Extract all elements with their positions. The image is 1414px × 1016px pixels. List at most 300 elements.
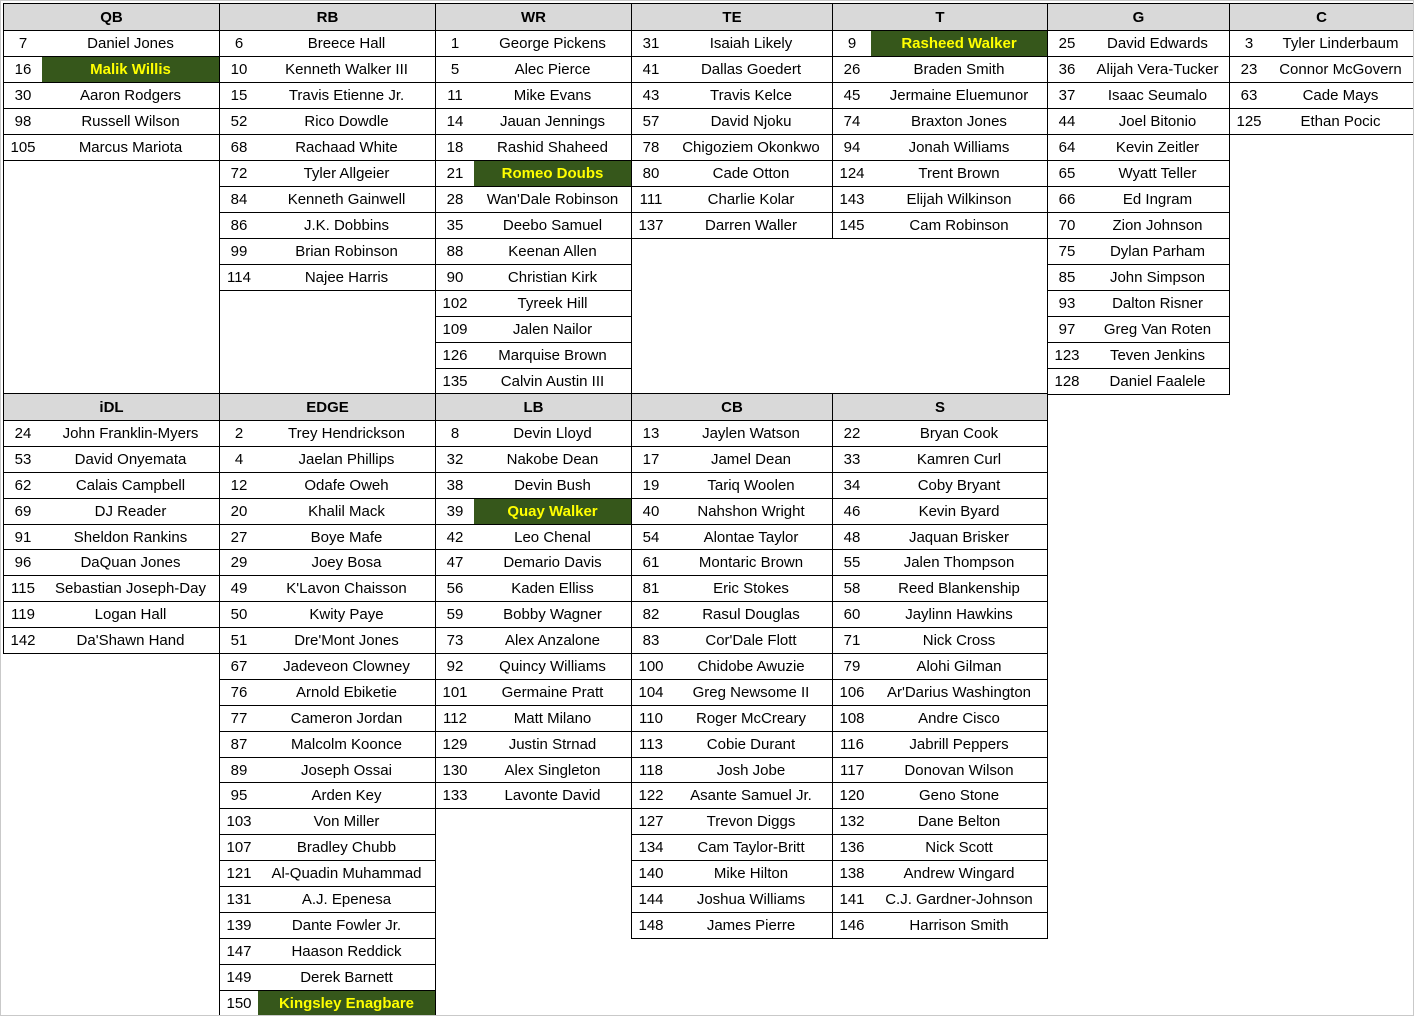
position-header[interactable]: CB — [632, 394, 832, 421]
player-number-cell[interactable]: 41 — [642, 61, 660, 78]
player-name-cell[interactable]: Khalil Mack — [308, 502, 385, 520]
player-name-cell[interactable]: Nick Scott — [925, 839, 993, 857]
player-number-cell[interactable]: 141 — [839, 890, 865, 908]
player-name-cell[interactable]: Rasul Douglas — [702, 606, 800, 624]
player-name-cell[interactable]: DaQuan Jones — [80, 554, 181, 572]
player-name-cell[interactable]: Ar'Darius Washington — [886, 683, 1032, 701]
player-name-cell[interactable]: Trey Hendrickson — [288, 424, 405, 442]
player-name-cell[interactable]: Aaron Rodgers — [80, 87, 181, 104]
player-name-cell[interactable]: Calais Campbell — [75, 476, 186, 494]
player-number-cell[interactable]: 36 — [1058, 61, 1076, 78]
player-number-cell[interactable]: 145 — [839, 217, 865, 234]
player-number-cell[interactable]: 16 — [14, 61, 32, 78]
player-number-cell[interactable]: 6 — [234, 35, 244, 52]
player-number-cell[interactable]: 150 — [226, 994, 252, 1012]
player-number-cell[interactable]: 108 — [839, 709, 865, 727]
player-name-cell[interactable]: Tyler Linderbaum — [1282, 35, 1399, 52]
player-name-cell[interactable]: Ed Ingram — [1122, 191, 1193, 208]
player-number-cell[interactable]: 1 — [450, 35, 460, 52]
player-name-cell[interactable]: Darren Waller — [705, 217, 797, 234]
player-number-cell[interactable]: 140 — [638, 865, 664, 883]
player-number-cell[interactable]: 32 — [446, 450, 464, 468]
player-number-cell[interactable]: 112 — [443, 709, 467, 727]
player-number-cell[interactable]: 20 — [230, 502, 248, 520]
player-name-cell[interactable]: Geno Stone — [918, 787, 1000, 805]
player-number-cell[interactable]: 80 — [642, 165, 660, 182]
player-number-cell[interactable]: 66 — [1058, 191, 1076, 208]
player-name-cell[interactable]: Odafe Oweh — [304, 476, 389, 494]
player-number-cell[interactable]: 49 — [230, 580, 248, 598]
player-name-cell[interactable]: Justin Strnad — [508, 735, 597, 753]
player-name-cell[interactable]: Mike Hilton — [713, 865, 789, 883]
player-number-cell[interactable]: 76 — [230, 683, 248, 701]
player-name-cell[interactable]: Lavonte David — [504, 787, 601, 805]
player-name-cell[interactable]: Rashid Shaheed — [497, 139, 608, 156]
player-number-cell[interactable]: 72 — [230, 165, 248, 182]
player-number-cell[interactable]: 123 — [1054, 347, 1080, 364]
player-number-cell[interactable]: 117 — [840, 761, 864, 779]
player-number-cell[interactable]: 87 — [230, 735, 248, 753]
player-number-cell[interactable]: 105 — [10, 139, 36, 156]
player-name-cell[interactable]: Nick Cross — [922, 632, 996, 650]
player-name-cell[interactable]: Jermaine Eluemunor — [889, 87, 1029, 104]
player-number-cell[interactable]: 15 — [230, 87, 248, 104]
player-name-cell[interactable]: David Njoku — [710, 113, 792, 130]
position-header[interactable]: QB — [4, 4, 219, 31]
player-name-cell[interactable]: Logan Hall — [94, 606, 167, 624]
player-name-cell[interactable]: DJ Reader — [94, 502, 167, 520]
player-number-cell[interactable]: 68 — [230, 139, 248, 156]
player-name-cell[interactable]: Kevin Zeitler — [1115, 139, 1200, 156]
player-number-cell[interactable]: 82 — [642, 606, 660, 624]
player-number-cell[interactable]: 134 — [638, 839, 664, 857]
player-name-cell[interactable]: Dylan Parham — [1109, 243, 1206, 260]
position-header[interactable]: iDL — [4, 394, 219, 421]
player-name-cell[interactable]: Jaylinn Hawkins — [905, 606, 1013, 624]
player-name-cell[interactable]: Russell Wilson — [81, 113, 180, 130]
player-name-cell[interactable]: Joey Bosa — [311, 554, 382, 572]
position-header[interactable]: S — [833, 394, 1047, 421]
player-name-cell[interactable]: Zion Johnson — [1112, 217, 1203, 234]
player-number-cell[interactable]: 31 — [642, 35, 660, 52]
player-name-cell[interactable]: Nakobe Dean — [506, 450, 599, 468]
player-name-cell[interactable]: Kenneth Walker III — [285, 61, 408, 78]
player-name-cell[interactable]: Bradley Chubb — [296, 839, 397, 857]
player-name-cell[interactable]: Haason Reddick — [291, 942, 402, 960]
player-number-cell[interactable]: 58 — [843, 580, 861, 598]
player-number-cell[interactable]: 65 — [1058, 165, 1076, 182]
player-name-cell[interactable]: Jabrill Peppers — [909, 735, 1009, 753]
player-name-cell[interactable]: Leo Chenal — [514, 528, 591, 546]
player-name-cell[interactable]: C.J. Gardner-Johnson — [885, 890, 1033, 908]
player-number-cell[interactable]: 119 — [11, 606, 35, 624]
player-name-cell[interactable]: Alontae Taylor — [703, 528, 799, 546]
player-name-cell[interactable]: Donovan Wilson — [904, 761, 1014, 779]
player-number-cell[interactable]: 3 — [1244, 35, 1254, 52]
player-number-cell[interactable]: 79 — [843, 657, 861, 675]
player-number-cell[interactable]: 131 — [226, 890, 252, 908]
player-name-cell[interactable]: Travis Etienne Jr. — [288, 87, 405, 104]
player-name-cell[interactable]: John Franklin-Myers — [62, 424, 199, 442]
player-name-cell[interactable]: Chigoziem Okonkwo — [682, 139, 820, 156]
player-number-cell[interactable]: 51 — [230, 632, 248, 650]
player-number-cell[interactable]: 96 — [14, 554, 32, 572]
player-name-cell[interactable]: Bryan Cook — [919, 424, 999, 442]
player-number-cell[interactable]: 69 — [14, 502, 32, 520]
player-name-cell[interactable]: Greg Newsome II — [692, 683, 810, 701]
player-name-cell[interactable]: Nahshon Wright — [697, 502, 805, 520]
player-number-cell[interactable]: 55 — [843, 554, 861, 572]
player-name-cell-highlighted[interactable]: Romeo Doubs — [474, 161, 631, 186]
player-number-cell[interactable]: 81 — [642, 580, 660, 598]
player-name-cell[interactable]: Rico Dowdle — [304, 113, 389, 130]
player-name-cell[interactable]: Trent Brown — [918, 165, 1000, 182]
player-name-cell[interactable]: Trevon Diggs — [706, 813, 796, 831]
player-name-cell-highlighted[interactable]: Quay Walker — [474, 499, 631, 524]
position-header[interactable]: WR — [436, 4, 631, 31]
player-number-cell[interactable]: 97 — [1058, 321, 1076, 338]
player-number-cell[interactable]: 2 — [234, 424, 244, 442]
player-name-cell[interactable]: J.K. Dobbins — [303, 217, 390, 234]
player-name-cell[interactable]: James Pierre — [706, 916, 796, 934]
player-number-cell[interactable]: 60 — [843, 606, 861, 624]
player-name-cell[interactable]: Joshua Williams — [696, 890, 806, 908]
player-number-cell[interactable]: 143 — [839, 191, 865, 208]
player-name-cell[interactable]: David Onyemata — [74, 450, 187, 468]
position-header[interactable]: RB — [220, 4, 435, 31]
player-name-cell[interactable]: Matt Milano — [513, 709, 592, 727]
player-number-cell[interactable]: 29 — [230, 554, 248, 572]
player-name-cell[interactable]: Cobie Durant — [706, 735, 796, 753]
player-number-cell[interactable]: 70 — [1058, 217, 1076, 234]
player-number-cell[interactable]: 27 — [230, 528, 248, 546]
player-number-cell[interactable]: 7 — [18, 35, 28, 52]
player-number-cell[interactable]: 13 — [642, 424, 660, 442]
player-number-cell[interactable]: 127 — [638, 813, 664, 831]
player-name-cell[interactable]: Malcolm Koonce — [291, 735, 402, 753]
player-number-cell[interactable]: 30 — [14, 87, 32, 104]
player-number-cell[interactable]: 93 — [1058, 295, 1076, 312]
player-number-cell[interactable]: 147 — [226, 942, 252, 960]
player-number-cell[interactable]: 104 — [638, 683, 664, 701]
player-number-cell[interactable]: 136 — [839, 839, 865, 857]
player-name-cell[interactable]: Jaelan Phillips — [298, 450, 395, 468]
player-number-cell[interactable]: 47 — [446, 554, 464, 572]
player-name-cell[interactable]: Jalen Thompson — [903, 554, 1015, 572]
player-name-cell[interactable]: Ethan Pocic — [1300, 113, 1381, 130]
player-name-cell[interactable]: Jamel Dean — [710, 450, 792, 468]
player-number-cell[interactable]: 113 — [639, 735, 663, 753]
player-number-cell[interactable]: 90 — [446, 269, 464, 286]
player-name-cell[interactable]: Kwity Paye — [309, 606, 384, 624]
player-number-cell[interactable]: 53 — [14, 450, 32, 468]
player-name-cell[interactable]: Boye Mafe — [310, 528, 383, 546]
player-number-cell[interactable]: 135 — [442, 373, 468, 390]
position-header[interactable]: C — [1230, 4, 1413, 31]
player-name-cell[interactable]: Isaiah Likely — [709, 35, 793, 52]
player-number-cell[interactable]: 18 — [446, 139, 464, 156]
player-number-cell[interactable]: 17 — [642, 450, 660, 468]
player-number-cell[interactable]: 109 — [442, 321, 468, 338]
player-name-cell[interactable]: Cam Taylor-Britt — [697, 839, 805, 857]
player-name-cell[interactable]: Andre Cisco — [918, 709, 1000, 727]
position-header[interactable]: LB — [436, 394, 631, 421]
player-name-cell[interactable]: Dallas Goedert — [700, 61, 802, 78]
player-number-cell[interactable]: 11 — [447, 87, 463, 104]
player-number-cell[interactable]: 110 — [639, 709, 663, 727]
player-name-cell[interactable]: Dre'Mont Jones — [294, 632, 399, 650]
player-number-cell[interactable]: 22 — [843, 424, 861, 442]
player-number-cell[interactable]: 77 — [230, 709, 248, 727]
player-number-cell[interactable]: 73 — [446, 632, 464, 650]
player-number-cell[interactable]: 57 — [642, 113, 660, 130]
player-number-cell[interactable]: 44 — [1058, 113, 1076, 130]
player-name-cell[interactable]: Germaine Pratt — [501, 683, 604, 701]
player-number-cell[interactable]: 34 — [843, 476, 861, 494]
player-number-cell[interactable]: 40 — [642, 502, 660, 520]
player-name-cell[interactable]: Asante Samuel Jr. — [690, 787, 812, 805]
player-name-cell[interactable]: Chidobe Awuzie — [697, 657, 805, 675]
player-number-cell[interactable]: 26 — [843, 61, 861, 78]
player-name-cell[interactable]: David Edwards — [1107, 35, 1208, 52]
player-name-cell[interactable]: Keenan Allen — [508, 243, 597, 260]
player-name-cell[interactable]: Jaylen Watson — [702, 424, 800, 442]
player-number-cell[interactable]: 54 — [642, 528, 660, 546]
player-name-cell[interactable]: Arnold Ebiketie — [296, 683, 397, 701]
player-number-cell[interactable]: 121 — [226, 865, 252, 883]
player-name-cell[interactable]: Derek Barnett — [300, 968, 393, 986]
player-number-cell[interactable]: 38 — [446, 476, 464, 494]
player-number-cell[interactable]: 148 — [638, 916, 664, 934]
player-number-cell[interactable]: 106 — [839, 683, 865, 701]
player-number-cell[interactable]: 98 — [14, 113, 32, 130]
player-name-cell[interactable]: Quincy Williams — [499, 657, 606, 675]
player-number-cell[interactable]: 25 — [1058, 35, 1076, 52]
player-name-cell[interactable]: Teven Jenkins — [1109, 347, 1206, 364]
player-number-cell[interactable]: 59 — [446, 606, 464, 624]
player-name-cell[interactable]: Josh Jobe — [716, 761, 786, 779]
player-name-cell[interactable]: Von Miller — [313, 813, 380, 831]
player-number-cell[interactable]: 124 — [839, 165, 865, 182]
player-name-cell[interactable]: Rachaad White — [295, 139, 398, 156]
player-number-cell[interactable]: 118 — [639, 761, 663, 779]
player-name-cell[interactable]: Jalen Nailor — [512, 321, 593, 338]
player-name-cell-highlighted[interactable]: Malik Willis — [42, 57, 219, 82]
player-number-cell[interactable]: 8 — [450, 424, 460, 442]
player-name-cell[interactable]: Cam Robinson — [909, 217, 1009, 234]
player-name-cell[interactable]: Alohi Gilman — [916, 657, 1002, 675]
player-name-cell[interactable]: John Simpson — [1109, 269, 1206, 286]
player-number-cell[interactable]: 111 — [639, 191, 663, 208]
player-name-cell[interactable]: Sheldon Rankins — [73, 528, 188, 546]
player-name-cell[interactable]: Jadeveon Clowney — [283, 657, 410, 675]
player-name-cell[interactable]: Dalton Risner — [1112, 295, 1203, 312]
player-number-cell[interactable]: 48 — [843, 528, 861, 546]
player-number-cell[interactable]: 37 — [1058, 87, 1076, 104]
player-number-cell[interactable]: 63 — [1240, 87, 1258, 104]
player-name-cell[interactable]: Travis Kelce — [710, 87, 792, 104]
player-name-cell[interactable]: Marcus Mariota — [78, 139, 183, 156]
player-number-cell[interactable]: 137 — [638, 217, 664, 234]
player-number-cell[interactable]: 146 — [839, 916, 865, 934]
player-name-cell[interactable]: A.J. Epenesa — [301, 890, 392, 908]
player-name-cell[interactable]: Sebastian Joseph-Day — [55, 580, 206, 598]
position-header[interactable]: G — [1048, 4, 1229, 31]
player-name-cell[interactable]: Charlie Kolar — [707, 191, 795, 208]
player-name-cell[interactable]: Daniel Jones — [87, 35, 174, 52]
player-number-cell[interactable]: 56 — [446, 580, 464, 598]
position-header[interactable]: EDGE — [220, 394, 435, 421]
player-name-cell[interactable]: Al-Quadin Muhammad — [271, 865, 422, 883]
player-number-cell[interactable]: 21 — [446, 165, 464, 182]
player-name-cell[interactable]: Dane Belton — [917, 813, 1001, 831]
player-name-cell[interactable]: Cade Mays — [1302, 87, 1379, 104]
player-number-cell[interactable]: 19 — [642, 476, 660, 494]
player-number-cell[interactable]: 23 — [1240, 61, 1258, 78]
player-number-cell[interactable]: 102 — [442, 295, 468, 312]
player-number-cell[interactable]: 46 — [843, 502, 861, 520]
player-name-cell[interactable]: Jaquan Brisker — [908, 528, 1010, 546]
player-name-cell[interactable]: Eric Stokes — [713, 580, 789, 598]
player-number-cell[interactable]: 107 — [226, 839, 252, 857]
player-number-cell[interactable]: 142 — [10, 632, 36, 650]
player-number-cell[interactable]: 74 — [843, 113, 861, 130]
player-number-cell[interactable]: 95 — [230, 787, 248, 805]
player-name-cell[interactable]: Braden Smith — [913, 61, 1005, 78]
player-name-cell-highlighted[interactable]: Kingsley Enagbare — [258, 991, 435, 1016]
player-name-cell[interactable]: Devin Lloyd — [513, 424, 592, 442]
player-number-cell[interactable]: 120 — [839, 787, 865, 805]
player-number-cell[interactable]: 75 — [1058, 243, 1076, 260]
player-number-cell[interactable]: 144 — [638, 890, 664, 908]
player-name-cell[interactable]: Tyler Allgeier — [303, 165, 390, 182]
player-name-cell[interactable]: Breece Hall — [307, 35, 386, 52]
player-name-cell[interactable]: Wan'Dale Robinson — [486, 191, 619, 208]
player-name-cell[interactable]: Najee Harris — [304, 269, 389, 286]
player-name-cell[interactable]: Wyatt Teller — [1118, 165, 1197, 182]
player-name-cell[interactable]: Calvin Austin III — [500, 373, 605, 390]
player-number-cell[interactable]: 62 — [14, 476, 32, 494]
player-number-cell[interactable]: 4 — [234, 450, 244, 468]
player-name-cell[interactable]: Mike Evans — [513, 87, 592, 104]
player-name-cell[interactable]: Jauan Jennings — [499, 113, 606, 130]
player-number-cell[interactable]: 84 — [230, 191, 248, 208]
player-number-cell[interactable]: 92 — [446, 657, 464, 675]
player-number-cell[interactable]: 45 — [843, 87, 861, 104]
player-number-cell[interactable]: 10 — [230, 61, 248, 78]
player-name-cell[interactable]: Alex Anzalone — [504, 632, 601, 650]
player-number-cell[interactable]: 114 — [227, 269, 251, 286]
player-name-cell[interactable]: Elijah Wilkinson — [906, 191, 1012, 208]
position-header[interactable]: TE — [632, 4, 832, 31]
player-name-cell[interactable]: Bobby Wagner — [503, 606, 602, 624]
player-number-cell[interactable]: 5 — [450, 61, 460, 78]
player-name-cell[interactable]: Christian Kirk — [507, 269, 598, 286]
player-number-cell[interactable]: 138 — [839, 865, 865, 883]
player-name-cell[interactable]: Cor'Dale Flott — [705, 632, 797, 650]
player-number-cell[interactable]: 67 — [230, 657, 248, 675]
player-number-cell[interactable]: 101 — [442, 683, 468, 701]
player-number-cell[interactable]: 14 — [446, 113, 464, 130]
player-name-cell[interactable]: Kamren Curl — [916, 450, 1002, 468]
player-number-cell[interactable]: 71 — [843, 632, 861, 650]
player-name-cell[interactable]: Coby Bryant — [917, 476, 1001, 494]
player-number-cell[interactable]: 149 — [226, 968, 252, 986]
position-header[interactable]: T — [833, 4, 1047, 31]
player-number-cell[interactable]: 78 — [642, 139, 660, 156]
player-name-cell[interactable]: Dante Fowler Jr. — [291, 916, 402, 934]
player-name-cell[interactable]: Greg Van Roten — [1103, 321, 1212, 338]
player-number-cell[interactable]: 88 — [446, 243, 464, 260]
player-name-cell[interactable]: George Pickens — [499, 35, 606, 52]
player-name-cell[interactable]: Andrew Wingard — [903, 865, 1015, 883]
player-number-cell[interactable]: 115 — [11, 580, 35, 598]
player-number-cell[interactable]: 94 — [843, 139, 861, 156]
player-number-cell[interactable]: 86 — [230, 217, 248, 234]
player-number-cell[interactable]: 139 — [226, 916, 252, 934]
player-number-cell[interactable]: 35 — [446, 217, 464, 234]
player-number-cell[interactable]: 83 — [642, 632, 660, 650]
player-number-cell[interactable]: 64 — [1058, 139, 1076, 156]
player-number-cell[interactable]: 103 — [226, 813, 252, 831]
player-name-cell[interactable]: Kaden Elliss — [511, 580, 594, 598]
player-name-cell[interactable]: Deebo Samuel — [502, 217, 603, 234]
player-number-cell[interactable]: 128 — [1054, 373, 1080, 390]
player-name-cell[interactable]: Reed Blankenship — [898, 580, 1020, 598]
player-number-cell[interactable]: 130 — [442, 761, 468, 779]
player-name-cell[interactable]: K'Lavon Chaisson — [286, 580, 407, 598]
player-name-cell[interactable]: Cameron Jordan — [290, 709, 403, 727]
player-name-cell[interactable]: Tariq Woolen — [707, 476, 795, 494]
player-name-cell[interactable]: Kenneth Gainwell — [287, 191, 406, 208]
player-name-cell[interactable]: Cade Otton — [712, 165, 790, 182]
player-number-cell[interactable]: 89 — [230, 761, 248, 779]
player-number-cell[interactable]: 50 — [230, 606, 248, 624]
player-name-cell[interactable]: Demario Davis — [503, 554, 602, 572]
player-number-cell[interactable]: 133 — [442, 787, 468, 805]
player-number-cell[interactable]: 43 — [642, 87, 660, 104]
player-name-cell[interactable]: Da'Shawn Hand — [76, 632, 185, 650]
player-number-cell[interactable]: 61 — [642, 554, 660, 572]
player-name-cell[interactable]: Kevin Byard — [918, 502, 1000, 520]
player-name-cell[interactable]: Harrison Smith — [909, 916, 1009, 934]
player-number-cell[interactable]: 122 — [638, 787, 664, 805]
player-number-cell[interactable]: 129 — [442, 735, 468, 753]
player-name-cell[interactable]: Alex Singleton — [504, 761, 601, 779]
player-number-cell[interactable]: 12 — [230, 476, 248, 494]
player-number-cell[interactable]: 132 — [839, 813, 865, 831]
player-number-cell[interactable]: 116 — [840, 735, 864, 753]
player-name-cell[interactable]: Jonah Williams — [908, 139, 1010, 156]
player-name-cell[interactable]: Alec Pierce — [514, 61, 591, 78]
player-name-cell[interactable]: Alijah Vera-Tucker — [1096, 61, 1219, 78]
player-number-cell[interactable]: 33 — [843, 450, 861, 468]
player-name-cell[interactable]: Arden Key — [311, 787, 382, 805]
player-number-cell[interactable]: 28 — [446, 191, 464, 208]
player-name-cell[interactable]: Joel Bitonio — [1118, 113, 1197, 130]
player-number-cell[interactable]: 126 — [442, 347, 468, 364]
player-name-cell[interactable]: Daniel Faalele — [1109, 373, 1206, 390]
player-name-cell[interactable]: Brian Robinson — [295, 243, 398, 260]
player-number-cell[interactable]: 52 — [230, 113, 248, 130]
player-name-cell[interactable]: Tyreek Hill — [517, 295, 588, 312]
player-number-cell[interactable]: 99 — [230, 243, 248, 260]
player-number-cell[interactable]: 85 — [1058, 269, 1076, 286]
player-name-cell[interactable]: Montaric Brown — [698, 554, 804, 572]
player-number-cell[interactable]: 91 — [14, 528, 32, 546]
player-number-cell[interactable]: 24 — [14, 424, 32, 442]
player-number-cell[interactable]: 9 — [847, 35, 857, 52]
